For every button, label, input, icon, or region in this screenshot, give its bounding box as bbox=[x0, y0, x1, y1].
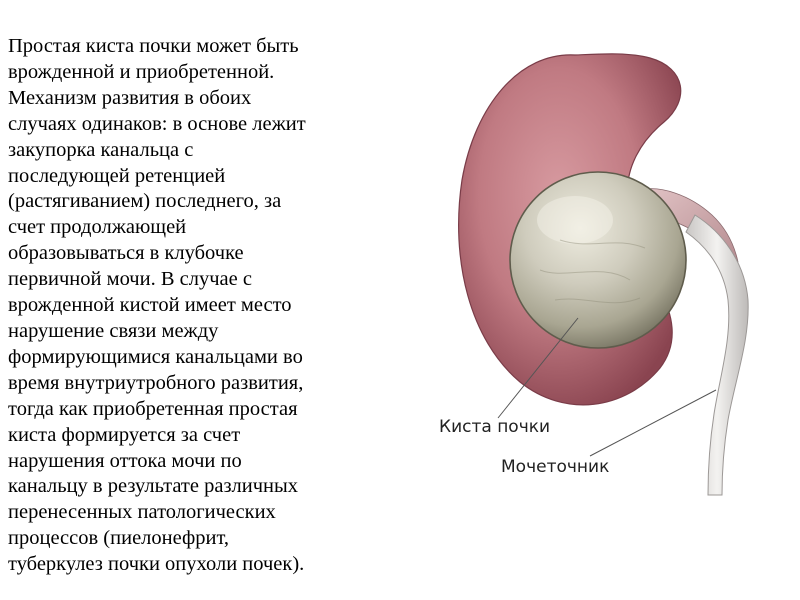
body-text-line: (растягиванием) последнего, за bbox=[8, 190, 282, 213]
body-text-line: врожденной и приобретенной. bbox=[8, 60, 275, 83]
body-text-line: киста формируется за счет bbox=[8, 423, 241, 446]
body-text-line: Механизм развития в обоих bbox=[8, 86, 252, 109]
body-text bbox=[8, 34, 408, 578]
body-text-line: первичной мочи. В случае с bbox=[8, 268, 252, 291]
body-text-line: нарушения оттока мочи по bbox=[8, 449, 242, 472]
body-text-line: перенесенных патологических bbox=[8, 501, 276, 524]
cyst-shape bbox=[510, 172, 686, 348]
body-text-line: туберкулез почки опухоли почек). bbox=[8, 553, 305, 576]
body-text-line: процессов (пиелонефрит, bbox=[8, 527, 230, 550]
body-text-line: последующей ретенцией bbox=[8, 164, 226, 187]
body-text-line: закупорка канальца с bbox=[8, 138, 194, 161]
ureter-label: Мочеточник bbox=[501, 457, 610, 477]
body-text-line: тогда как приобретенная простая bbox=[8, 397, 298, 420]
cyst-highlight-shape bbox=[537, 196, 613, 244]
body-text-line: врожденной кистой имеет место bbox=[8, 294, 292, 317]
body-text-line: канальцу в результате различных bbox=[8, 475, 299, 498]
body-text-line: Простая киста почки может быть bbox=[8, 35, 299, 57]
body-text-line: случаях одинаков: в основе лежит bbox=[8, 112, 306, 135]
body-text-line: образовываться в клубочке bbox=[8, 242, 244, 265]
ureter-shape bbox=[686, 215, 748, 495]
body-text-line: счет продолжающей bbox=[8, 216, 187, 239]
body-text-line: формирующимися канальцами во bbox=[8, 345, 303, 368]
body-text-line: нарушение связи между bbox=[8, 319, 219, 342]
cyst-label: Киста почки bbox=[439, 417, 551, 437]
body-text-line: время внутриутробного развития, bbox=[8, 371, 304, 394]
